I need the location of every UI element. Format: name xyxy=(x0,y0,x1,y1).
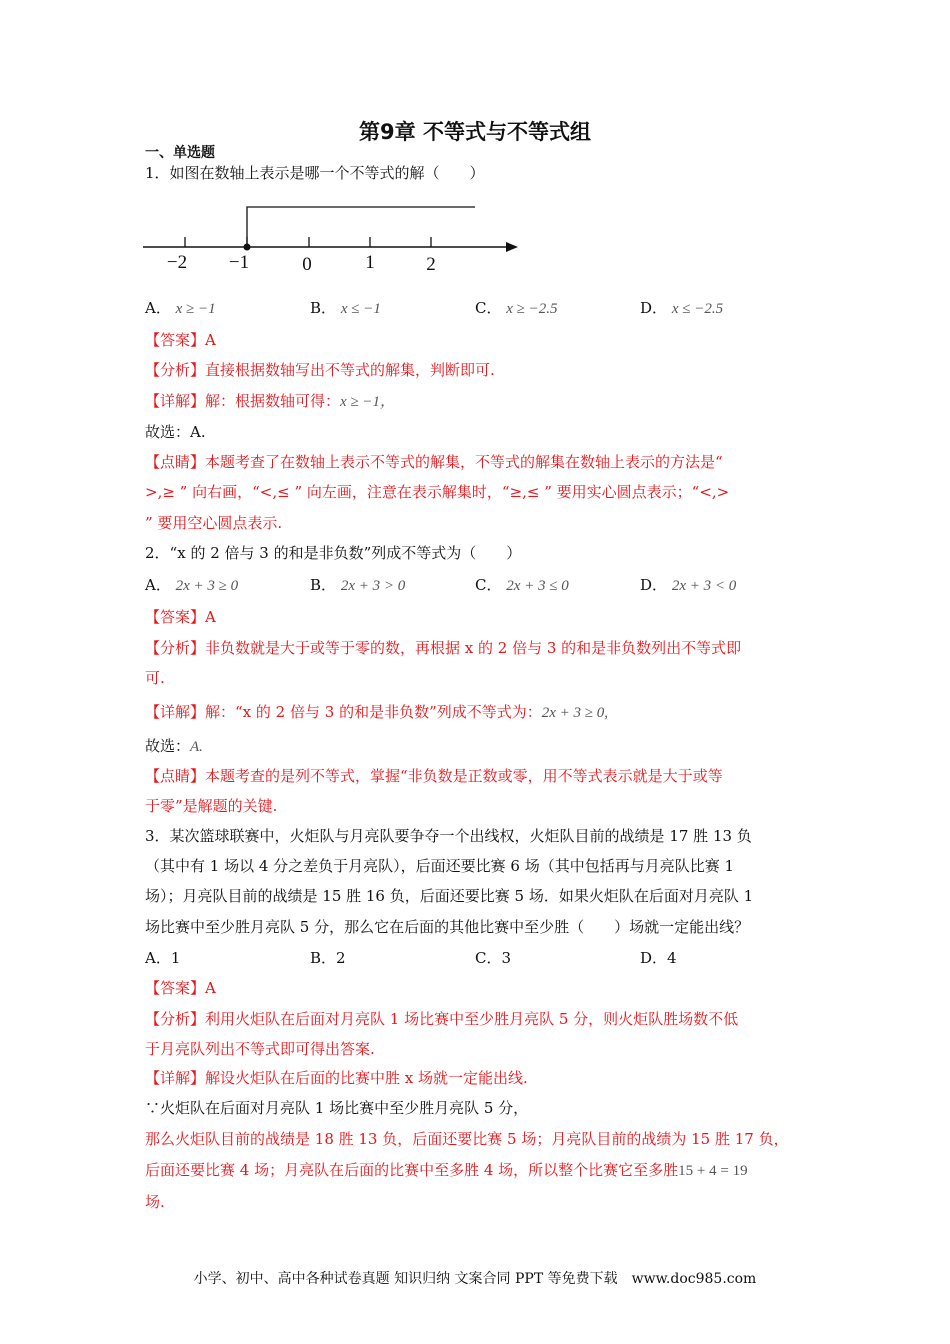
q1-comment: 【点睛】本题考查了在数轴上表示不等式的解集，不等式的解集在数轴上表示的方法是“ xyxy=(145,453,723,471)
q3-stem-line2: （其中有 1 场以 4 分之差负于月亮队），后面还要比赛 6 场（其中包括再与月亮队比赛 1 xyxy=(145,857,735,875)
tick-label: −1 xyxy=(228,252,250,273)
q3-option-d[interactable]: D．4 xyxy=(640,949,677,967)
tick-label: 2 xyxy=(426,254,436,275)
number-line-figure xyxy=(140,200,530,275)
q3-option-b[interactable]: B．2 xyxy=(310,949,346,967)
q1-stem: 1．如图在数轴上表示是哪一个不等式的解（ ） xyxy=(145,164,485,182)
q2-comment: 【点睛】本题考查的是列不等式，掌握“非负数是正数或零，用不等式表示就是大于或等 xyxy=(145,767,723,785)
q3-analysis: 【分析】利用火炬队在后面对月亮队 1 场比赛中至少胜月亮队 5 分，则火炬队胜场数不低 xyxy=(145,1010,739,1028)
footer: 小学、初中、高中各种试卷真题 知识归纳 文案合同 PPT 等免费下载 www.doc985.com xyxy=(193,1271,757,1287)
q2-stem: 2．“x 的 2 倍与 3 的和是非负数”列成不等式为（ ） xyxy=(145,544,522,562)
q2-comment-line2: 于零”是解题的关键. xyxy=(145,797,278,815)
q1-comment-line2: >,≥ ” 向右画，“<,≤ ” 向左画，注意在表示解集时，“≥,≤ ” 要用实心圆点表示；“<,> xyxy=(145,483,730,501)
q2-answer: 【答案】A xyxy=(145,608,216,626)
q2-option-d[interactable]: D． 2x + 3 < 0 xyxy=(640,576,737,594)
q1-comment-line3: ” 要用空心圆点表示. xyxy=(145,514,283,532)
tick-label: 1 xyxy=(365,252,375,273)
q3-analysis-line2: 于月亮队列出不等式即可得出答案. xyxy=(145,1040,375,1058)
section-heading: 一、单选题 xyxy=(145,145,215,161)
q2-analysis-line2: 可. xyxy=(145,669,165,687)
q3-stem: 3．某次篮球联赛中，火炬队与月亮队要争夺一个出线权，火炬队目前的战绩是 17 胜 13 负 xyxy=(145,827,752,845)
q3-stem-line3: 场）；月亮队目前的战绩是 15 胜 16 负，后面还要比赛 5 场．如果火炬队在后面对月亮队 1 xyxy=(145,887,754,905)
q2-option-a[interactable]: A． 2x + 3 ≥ 0 xyxy=(145,576,239,594)
q3-answer: 【答案】A xyxy=(145,979,216,997)
q2-choose: 故选：A. xyxy=(145,737,203,755)
chapter-title: 第9章 不等式与不等式组 xyxy=(359,120,591,144)
q1-choose: 故选：A. xyxy=(145,423,206,441)
tick-label: −2 xyxy=(166,252,188,273)
q2-option-b[interactable]: B． 2x + 3 > 0 xyxy=(310,576,406,594)
q1-analysis: 【分析】直接根据数轴写出不等式的解集，判断即可. xyxy=(145,361,495,379)
q1-option-d[interactable]: D． x ≤ −2.5 xyxy=(640,299,724,317)
q1-option-b[interactable]: B． x ≤ −1 xyxy=(310,299,381,317)
q3-detail: 【详解】解设火炬队在后面的比赛中胜 x 场就一定能出线. xyxy=(145,1069,528,1087)
q2-analysis: 【分析】非负数就是大于或等于零的数，再根据 x 的 2 倍与 3 的和是非负数列出不等式即 xyxy=(145,639,742,657)
q1-option-a[interactable]: A． x ≥ −1 xyxy=(145,299,216,317)
q1-detail: 【详解】解：根据数轴可得：x ≥ −1， xyxy=(145,392,396,410)
q3-line1: 那么火炬队目前的战绩是 18 胜 13 负，后面还要比赛 5 场；月亮队目前的战绩为 15 胜 17 负， xyxy=(145,1130,789,1148)
solution-ray xyxy=(247,207,475,247)
q3-line3: 场. xyxy=(145,1193,165,1211)
q3-because: ∵火炬队在后面对月亮队 1 场比赛中至少胜月亮队 5 分， xyxy=(145,1099,529,1117)
q2-option-c[interactable]: C． 2x + 3 ≤ 0 xyxy=(475,576,569,594)
tick-label: 0 xyxy=(302,254,312,275)
q3-line2: 后面还要比赛 4 场；月亮队在后面的比赛中至多胜 4 场，所以整个比赛它至多胜15 + 4 = 19 xyxy=(145,1161,748,1179)
axis-arrow-icon xyxy=(506,242,518,252)
q1-answer: 【答案】A xyxy=(145,331,216,349)
q3-option-c[interactable]: C．3 xyxy=(475,949,512,967)
q1-option-c[interactable]: C． x ≥ −2.5 xyxy=(475,299,558,317)
q3-stem-line4: 场比赛中至少胜月亮队 5 分，那么它在后面的其他比赛中至少胜（ ）场就一定能出线？ xyxy=(145,918,750,936)
q2-detail: 【详解】解：“x 的 2 倍与 3 的和是非负数”列成不等式为：2x + 3 ≥ 0, xyxy=(145,703,609,721)
solid-dot xyxy=(244,244,251,251)
q3-option-a[interactable]: A．1 xyxy=(145,949,181,967)
